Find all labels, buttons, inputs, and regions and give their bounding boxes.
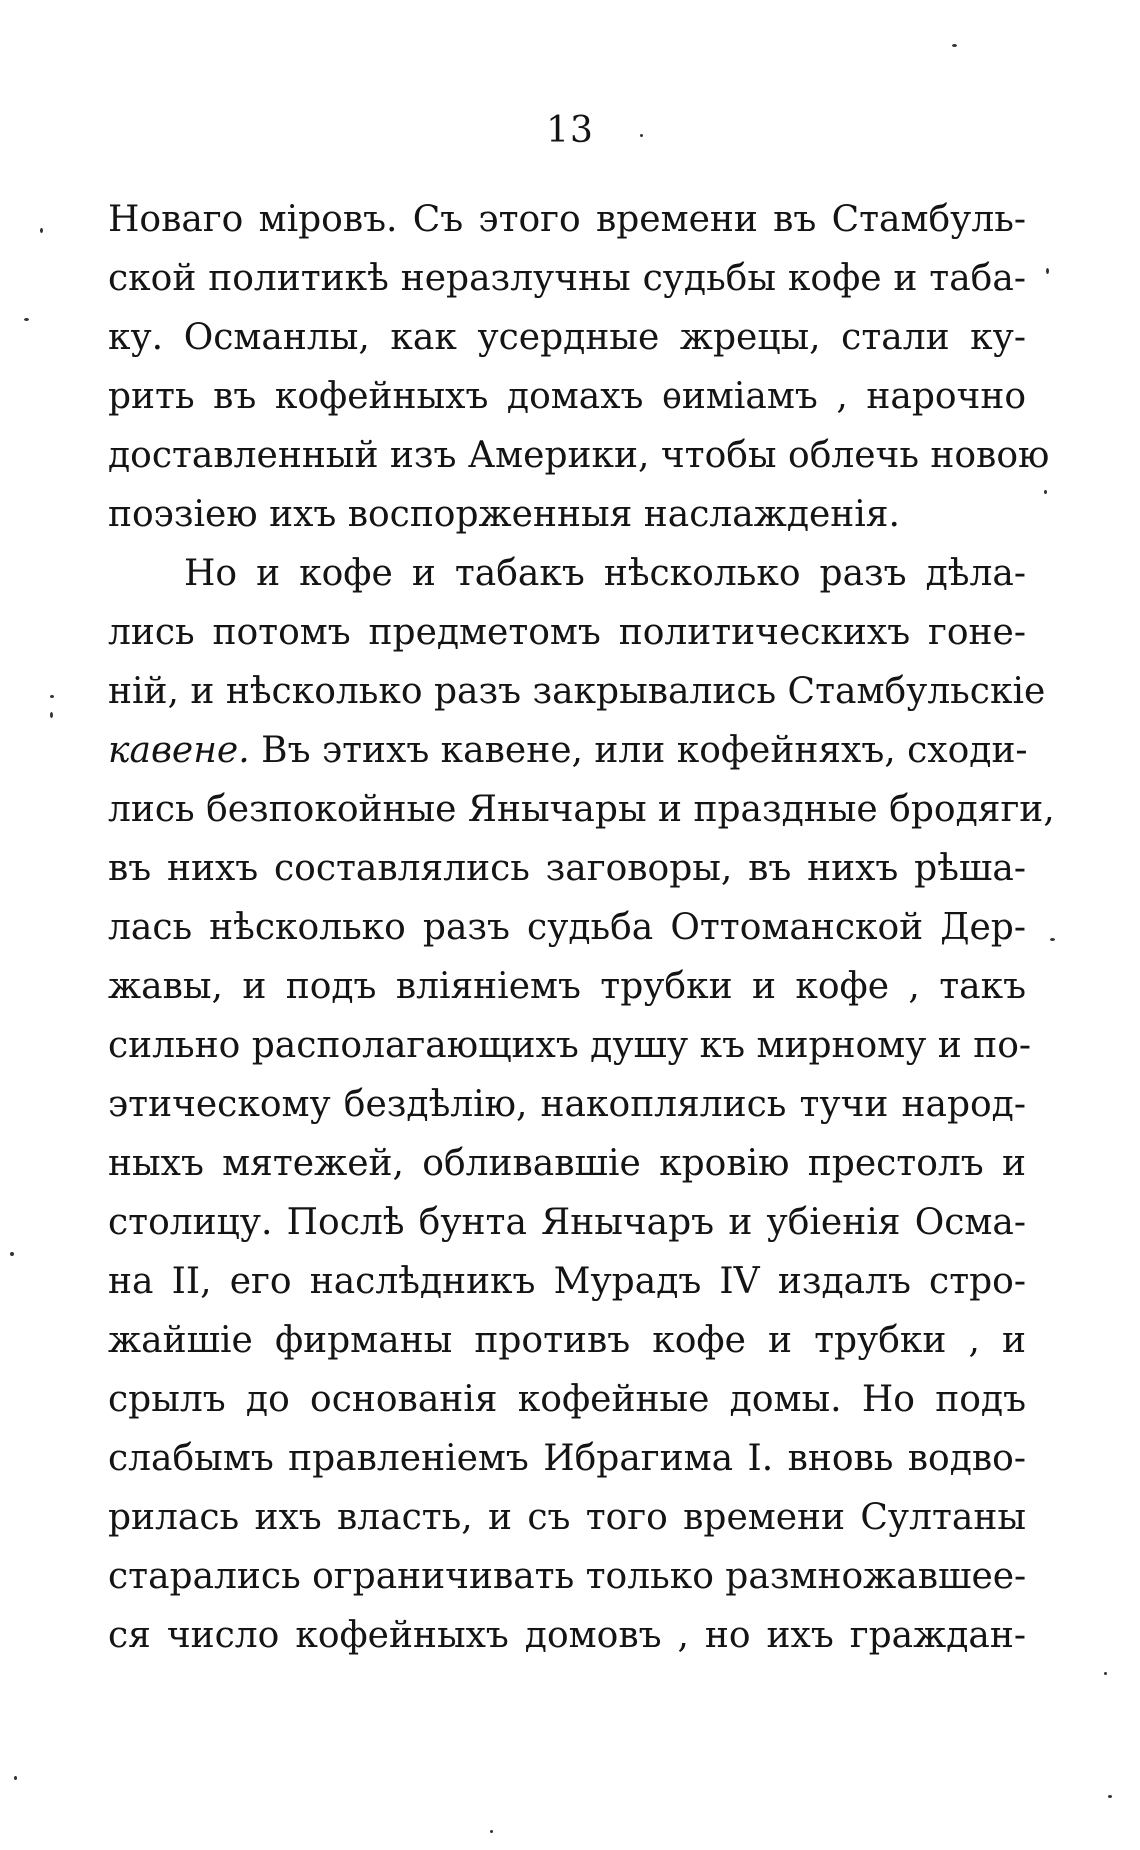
scan-speck: [1044, 490, 1047, 494]
text-line: рить въ кофейныхъ домахъ ѳиміамъ , нарочно: [108, 376, 1026, 417]
text-line: этическому бездѣлію, накоплялись тучи народ-: [108, 1084, 1026, 1125]
scan-speck: [952, 44, 957, 47]
text-line: срылъ до основанія кофейные домы. Но подъ: [108, 1379, 1026, 1420]
scan-speck: [10, 1252, 14, 1256]
text-line: жавы, и подъ вліяніемъ трубки и кофе , такъ: [108, 966, 1026, 1007]
text-line-with-italic: [108, 721, 1026, 780]
scan-speck: [1108, 1795, 1112, 1798]
scan-speck: [50, 695, 54, 698]
text-line: въ нихъ составлялись заговоры, въ нихъ рѣша-: [108, 848, 1026, 889]
text-line: лись потомъ предметомъ политическихъ гоне-: [108, 612, 1026, 653]
body-text: [108, 190, 1055, 1665]
scan-speck: [1046, 268, 1049, 274]
scan-speck: [640, 134, 643, 137]
text-line: поэзіею ихъ воспорженныя наслажденія.: [108, 494, 900, 535]
text-line: столицу. Послѣ бунта Янычаръ и убіенія Осма-: [108, 1202, 1026, 1243]
text-line: жайшіе фирманы противъ кофе и трубки , и: [108, 1320, 1026, 1361]
text-line: на II, его наслѣдникъ Мурадъ IV издалъ стро-: [108, 1261, 1026, 1302]
text-line: ній, и нѣсколько разъ закрывались Стамбульскіе: [108, 671, 1046, 712]
text-line: ской политикѣ неразлучны судьбы кофе и таба-: [108, 258, 1026, 299]
text-line: рилась ихъ власть, и съ того времени Султаны: [108, 1497, 1026, 1538]
scan-speck: [50, 712, 53, 718]
italic-word: кавене.: [108, 730, 250, 771]
scan-speck: [1104, 1672, 1107, 1675]
text-line: сильно располагающихъ душу къ мирному и по-: [108, 1025, 1032, 1066]
text-line: Новаго міровъ. Съ этого времени въ Стамбуль-: [108, 199, 1026, 240]
text-line: ся число кофейныхъ домовъ , но ихъ граждан-: [108, 1615, 1026, 1656]
scan-speck: [40, 228, 43, 233]
scan-speck: [490, 1830, 493, 1833]
text-line: слабымъ правленіемъ Ибрагима I. вновь водво-: [108, 1438, 1026, 1479]
text-line: ныхъ мятежей, обливавшіе кровію престолъ и: [108, 1143, 1026, 1184]
text-line: Но и кофе и табакъ нѣсколько разъ дѣла-: [184, 553, 1026, 594]
text-line: доставленный изъ Америки, чтобы облечь новою: [108, 435, 1050, 476]
text-line: лась нѣсколько разъ судьба Оттоманской Дер-: [108, 907, 1026, 948]
page-number: 13: [546, 110, 594, 151]
text-line: старались ограничивать только размножавшее-: [108, 1556, 1027, 1597]
scan-speck: [14, 1776, 17, 1780]
scan-speck: [24, 318, 29, 321]
text-line: ку. Османлы, как усердные жрецы, стали ку-: [108, 317, 1026, 358]
scan-speck: [1050, 938, 1055, 941]
text-line-rest: Въ этихъ кавене, или кофейняхъ, сходи-: [261, 730, 1028, 771]
text-line: лись безпокойные Янычары и праздные бродяги,: [108, 789, 1055, 830]
